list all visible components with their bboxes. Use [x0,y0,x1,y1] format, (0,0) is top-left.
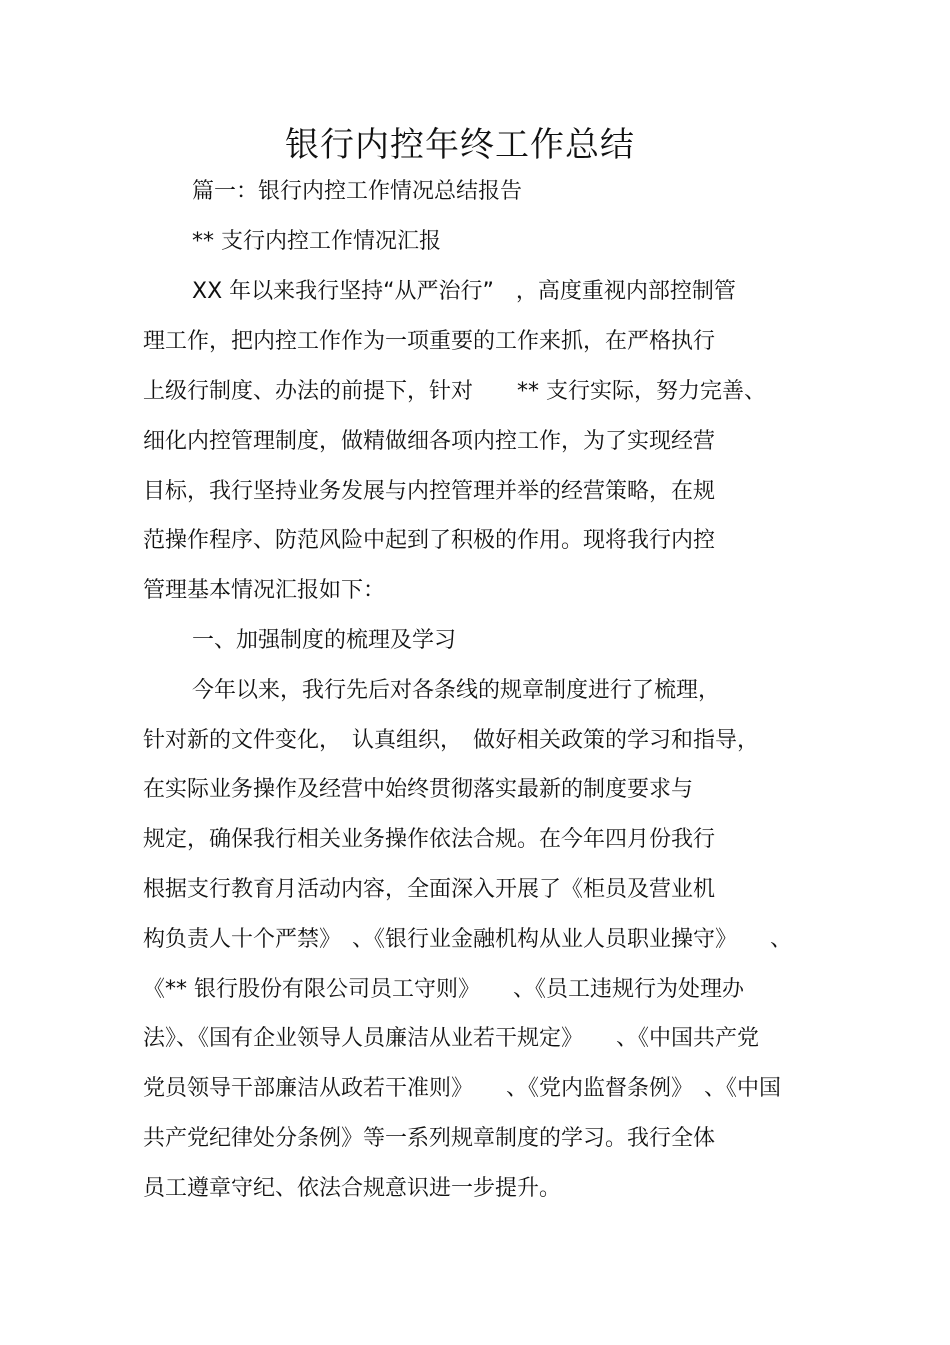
paragraph-line: 构负责人十个严禁》 、《银行业金融机构从业人员职业操守》 、 [143,927,793,952]
paragraph-line: 针对新的文件变化， 认真组织， 做好相关政策的学习和指导， [143,728,760,753]
paragraph-line: 细化内控管理制度，做精做细各项内控工作，为了实现经营 [143,429,716,454]
paragraph-line: 上级行制度、办法的前提下，针对 ** 支行实际，努力完善、 [143,379,766,404]
paragraph-line: 共产党纪律处分条例》等一系列规章制度的学习。我行全体 [143,1126,716,1151]
paragraph-line: 管理基本情况汇报如下： [143,578,386,603]
paragraph-line: 根据支行教育月活动内容，全面深入开展了《柜员及营业机 [143,877,716,902]
paragraph-line: 党员领导干部廉洁从政若干准则》 、《党内监督条例》 、《中国 [143,1076,782,1101]
paragraph-line: 《** 银行股份有限公司员工守则》 、《员工违规行为处理办 [143,977,744,1002]
paragraph-line: 范操作程序、防范风险中起到了积极的作用。现将我行内控 [143,528,716,553]
paragraph-line: 在实际业务操作及经营中始终贯彻落实最新的制度要求与 [143,777,694,802]
document-title: 银行内控年终工作总结 [285,125,635,165]
paragraph-line: 今年以来，我行先后对各条线的规章制度进行了梳理， [192,678,721,703]
paragraph-line: 员工遵章守纪、依法合规意识进一步提升。 [143,1176,562,1201]
paragraph-line: 规定，确保我行相关业务操作依法合规。在今年四月份我行 [143,827,716,852]
paragraph-line: 理工作，把内控工作作为一项重要的工作来抓，在严格执行 [143,329,716,354]
section-heading-part-one: 篇一：银行内控工作情况总结报告 [192,179,523,204]
paragraph-line: 目标，我行坚持业务发展与内控管理并举的经营策略，在规 [143,479,716,504]
report-subtitle: ** 支行内控工作情况汇报 [192,229,441,254]
paragraph-line: 法》、《国有企业领导人员廉洁从业若干规定》 、《中国共产党 [143,1026,760,1051]
section-heading-one: 一、加强制度的梳理及学习 [192,628,457,653]
paragraph-line: XX 年以来我行坚持“从严治行” ，高度重视内部控制管 [192,279,736,304]
